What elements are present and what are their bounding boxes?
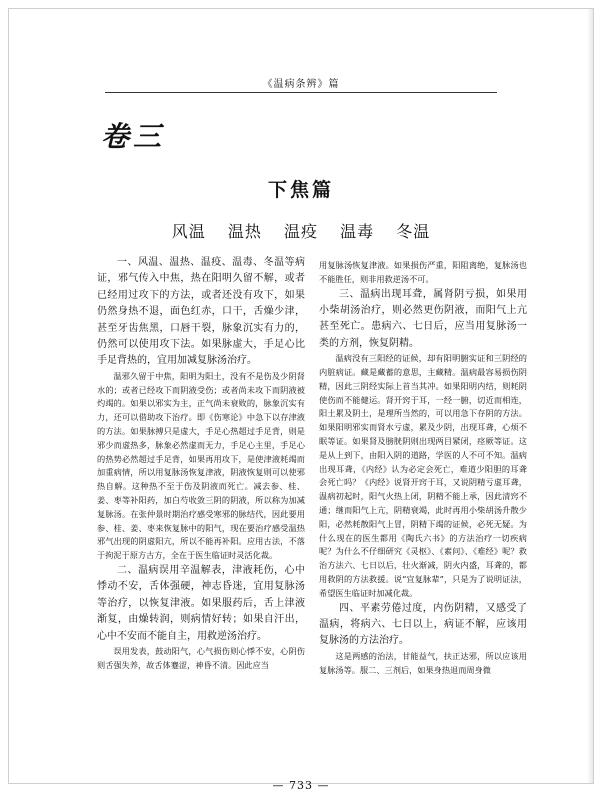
subtitle-item: 温热: [227, 222, 262, 241]
commentary-paragraph: 误用发表，鼓动阳气，心气损伤则心悸不安，心阴伤则舌强失养，故舌体蹇涩，神昏不清。因此应当: [97, 646, 305, 670]
paragraph: 一、风温、温热、温疫、温毒、冬温等病证，邪气传入中焦，热在阳明久留不解，或者已经用过攻下的方法，或者还没有攻下，如果仍然身热不退，面色红赤，口干，舌燥少津，甚至牙齿焦黑，口唇干裂，脉象沉实有力的，仍然可以使用攻下法。如果脉虚大，手足心比手足背热的，宜用加减复脉汤治疗。: [97, 257, 305, 367]
subtitle-item: 温疫: [283, 222, 318, 241]
paragraph: 三、温病出现耳聋，属肾阴亏损，如果用小柴胡汤治疗，则必然更伤阴液，而阳气上亢甚至死亡。患病六、七日后，应当用复脉汤一类的方剂，恢复阴精。: [319, 288, 527, 349]
volume-title: 卷三: [101, 120, 166, 153]
commentary-paragraph: 温邪久留于中焦，阳明为阳土，没有不是伤及少阴肾水的；或者已经攻下而阴液受伤；或者尚未攻下而阴液被灼竭的。如果以邪实为主，正气尚未衰败的，脉象沉实有力，还可以借助攻下治疗。即《伤寒论》中急下以存津液的方法。如果脉搏只是虚大，手足心热超过手足背，则是邪少而虚热多，脉象必然虚而无力，手足心主里，手足心的热势必然超过手足背，如果再用攻下，是使津液耗竭而加重病情，所以用复脉汤恢复津液，阴液恢复则可以使邪热自解。这种热不至于伤及阴液而死亡。减去参、桂、姜、枣等补阳药，加白芍收敛三阴的阴液，所以称为加减复脉汤。在张仲景时期治疗感受寒邪的脉结代，因此要用参、桂、姜、枣来恢复脉中的阳气，现在要治疗感受温热邪气出现的阴虚阳亢，所以不能再补阳。应用古法，不落于拘泥于原方古方，全在于医生临证时灵活化裁。: [97, 370, 305, 561]
running-header: 《温病条辨》篇: [262, 79, 340, 90]
subtitle-item: 冬温: [396, 222, 431, 241]
paragraph: 二、温病误用辛温解表，津液耗伤，心中悸动不安，舌体强硬，神志昏迷，宜用复脉汤等治疗，以恢复津液。如果服药后，舌上津液渐复，由燥转润，则病情好转；如果自汗出，心中不安而不能自主，用救逆汤治疗。: [97, 565, 305, 642]
commentary-paragraph: 温病没有三阳经的证候，却有阳明腑实证和三阴经的内脏病证。藏是藏蓄的意思，主藏精。温病最容易损伤阴精，因此三阴经实际上首当其冲。如果阳明内结，则耗阴使伤而不能健运。肾开窍于耳，一经一腑，切近而相连，阳土累及阴土，是理所当然的，可以用急下存阴的方法。如果阳明邪实而肾水亏虚，累及少阴，出现耳聋，心烦不眠等证。如果肾及膀胱阴则出现两目紧闭，痉厥等证。这是从上到下，由阳入阴的道路，学医的人不可不知。温病出现耳聋，《内经》认为必定会死亡，难道少阳胆的耳聋会死亡吗？《内经》说肾开窍于耳，又说阴精亏虚耳聋，温病初起时，阳气火热上闭，阴精不能上承，因此清窍不通；继而阳气上亢，阴精衰竭，此时再用小柴胡汤升散少阳，必然耗散阳气上冒，阴精下竭的证候，必死无疑。为什么现在的医生都用《陶氏六书》的方法治疗一切疾病呢？为什么不仔细研究《灵枢》、《素问》、《难经》呢？救治方法六、七日以后，壮火渐减，阴火内盛，耳聋的，都用救阴的方法救援。说“宜复脉辈”，只是为了说明证法，希望医生临证时加减化裁。: [319, 353, 527, 598]
right-text-column: [319, 259, 527, 677]
commentary-paragraph: 用复脉汤恢复津液。如果损伤严重，阳阻离绝，复脉汤也不能胜任，则非用救逆汤不可。: [319, 260, 527, 284]
page-number: — 733 —: [272, 779, 330, 792]
header-divider: [105, 92, 497, 93]
scan-edge-shadow: [587, 9, 593, 783]
paragraph: 四、平素劳倦过度，内伤阴精，又感受了温病，将病六、七日以上，病证不解，应该用复脉汤的方法治疗。: [319, 602, 527, 647]
left-text-column: [97, 255, 305, 673]
subtitle-item: 风温: [171, 222, 206, 241]
document-page: [8, 8, 594, 792]
section-subtitles: [9, 219, 593, 242]
subtitle-item: 温毒: [340, 222, 375, 241]
section-title: 下焦篇: [267, 179, 334, 201]
commentary-paragraph: 这是两感的治法，甘能益气，扶正达邪，所以应该用复脉汤等。服二、三剂后，如果身热退而周身微: [319, 650, 527, 675]
